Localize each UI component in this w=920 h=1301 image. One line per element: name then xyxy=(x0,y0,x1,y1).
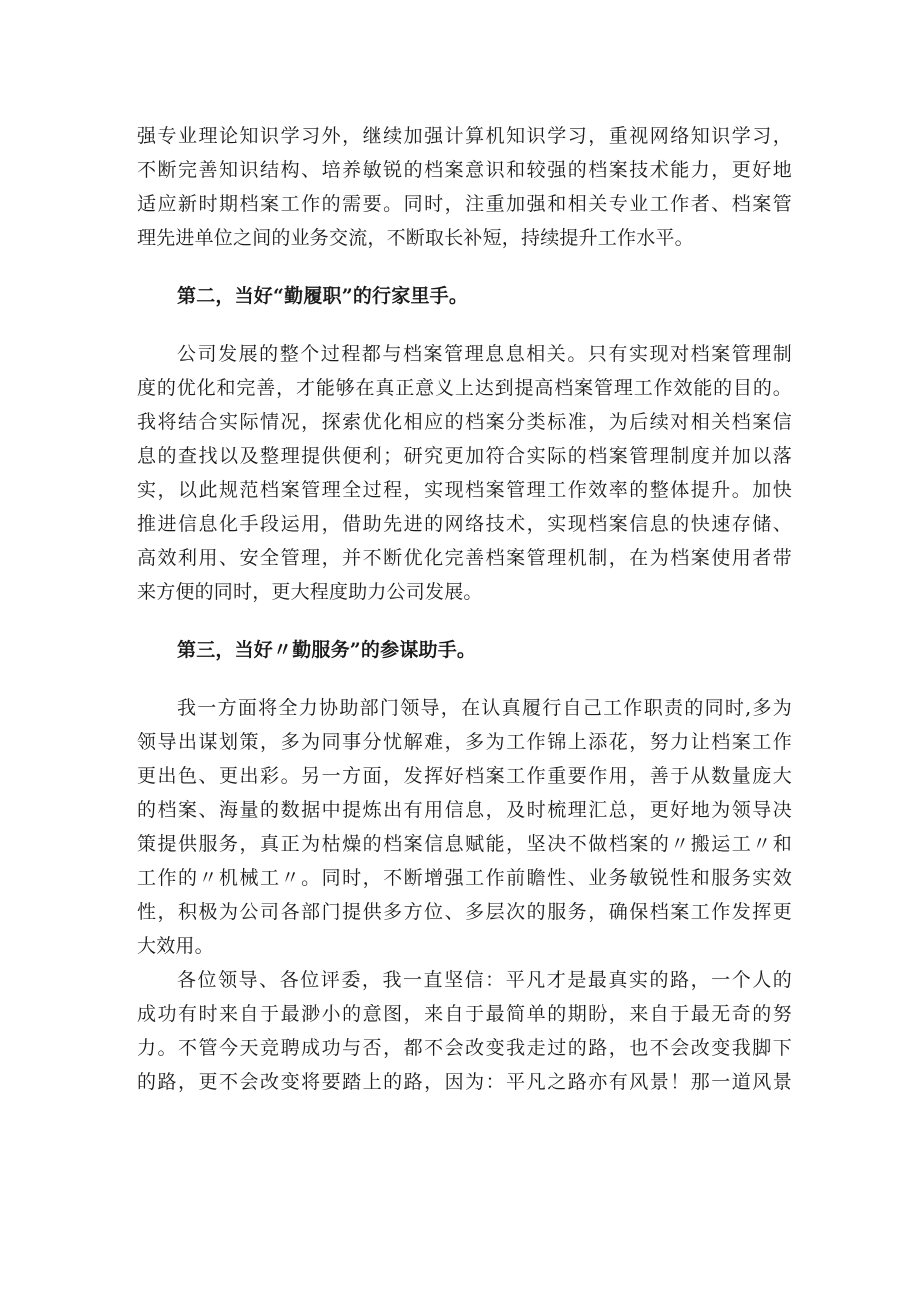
text-line: 实，以此规范档案管理全过程，实现档案管理工作效率的整体提升。加快 xyxy=(137,479,792,501)
text-line: 工作的〃机械工〃。同时，不断增强工作前瞻性、业务敏锐性和服务实效 xyxy=(137,867,792,889)
text-line: 理先进单位之间的业务交流，不断取长补短，持续提升工作水平。 xyxy=(137,227,694,249)
section-heading-2: 第二，当好“勤履职”的行家里手。 xyxy=(177,285,469,307)
text-line: 我将结合实际情况，探索优化相应的档案分类标准，为后续对相关档案信 xyxy=(137,411,792,433)
paragraph-2 xyxy=(137,337,792,609)
text-line: 的档案、海量的数据中提炼出有用信息，及时梳理汇总，更好地为领导决 xyxy=(137,799,792,821)
paragraph-3 xyxy=(137,691,792,963)
text-line: 息的查找以及整理提供便利；研究更加符合实际的档案管理制度并加以落 xyxy=(137,445,792,467)
spacer xyxy=(137,667,792,691)
text-line: 强专业理论知识学习外，继续加强计算机知识学习，重视网络知识学习， xyxy=(137,125,792,147)
spacer xyxy=(137,609,792,633)
text-line: 的路，更不会改变将要踏上的路，因为：平凡之路亦有风景！那一道风景 xyxy=(137,1071,792,1093)
text-line: 更出色、更出彩。另一方面，发挥好档案工作重要作用，善于从数量庞大 xyxy=(137,765,792,787)
document-body xyxy=(137,119,792,1099)
text-line: 我一方面将全力协助部门领导，在认真履行自己工作职责的同时,多为 xyxy=(177,697,792,719)
text-line: 力。不管今天竞聘成功与否，都不会改变我走过的路，也不会改变我脚下 xyxy=(137,1037,792,1059)
text-line: 适应新时期档案工作的需要。同时，注重加强和相关专业工作者、档案管 xyxy=(137,193,792,215)
text-line: 策提供服务，真正为枯燥的档案信息赋能，坚决不做档案的〃搬运工〃和 xyxy=(137,833,792,855)
text-line: 来方便的同时，更大程度助力公司发展。 xyxy=(137,581,483,603)
section-heading-3: 第三，当好〃勤服务”的参谋助手。 xyxy=(177,639,477,661)
spacer xyxy=(137,313,792,337)
text-line: 推进信息化手段运用，借助先进的网络技术，实现档案信息的快速存储、 xyxy=(137,513,792,535)
text-line: 高效利用、安全管理，并不断优化完善档案管理机制，在为档案使用者带 xyxy=(137,547,792,569)
text-line: 性，积极为公司各部门提供多方位、多层次的服务，确保档案工作发挥更 xyxy=(137,901,792,923)
spacer xyxy=(137,255,792,279)
text-line: 度的优化和完善，才能够在真正意义上达到提高档案管理工作效能的目的。 xyxy=(137,377,792,399)
text-line: 成功有时来自于最渺小的意图，来自于最简单的期盼，来自于最无奇的努 xyxy=(137,1003,792,1025)
text-line: 各位领导、各位评委，我一直坚信：平凡才是最真实的路，一个人的 xyxy=(177,969,792,991)
paragraph-1 xyxy=(137,119,792,255)
text-line: 大效用。 xyxy=(137,935,214,957)
paragraph-4 xyxy=(137,963,792,1099)
text-line: 公司发展的整个过程都与档案管理息息相关。只有实现对档案管理制 xyxy=(177,343,792,365)
text-line: 不断完善知识结构、培养敏锐的档案意识和较强的档案技术能力，更好地 xyxy=(137,159,792,181)
text-line: 领导出谋划策，多为同事分忧解难，多为工作锦上添花，努力让档案工作 xyxy=(137,731,792,753)
